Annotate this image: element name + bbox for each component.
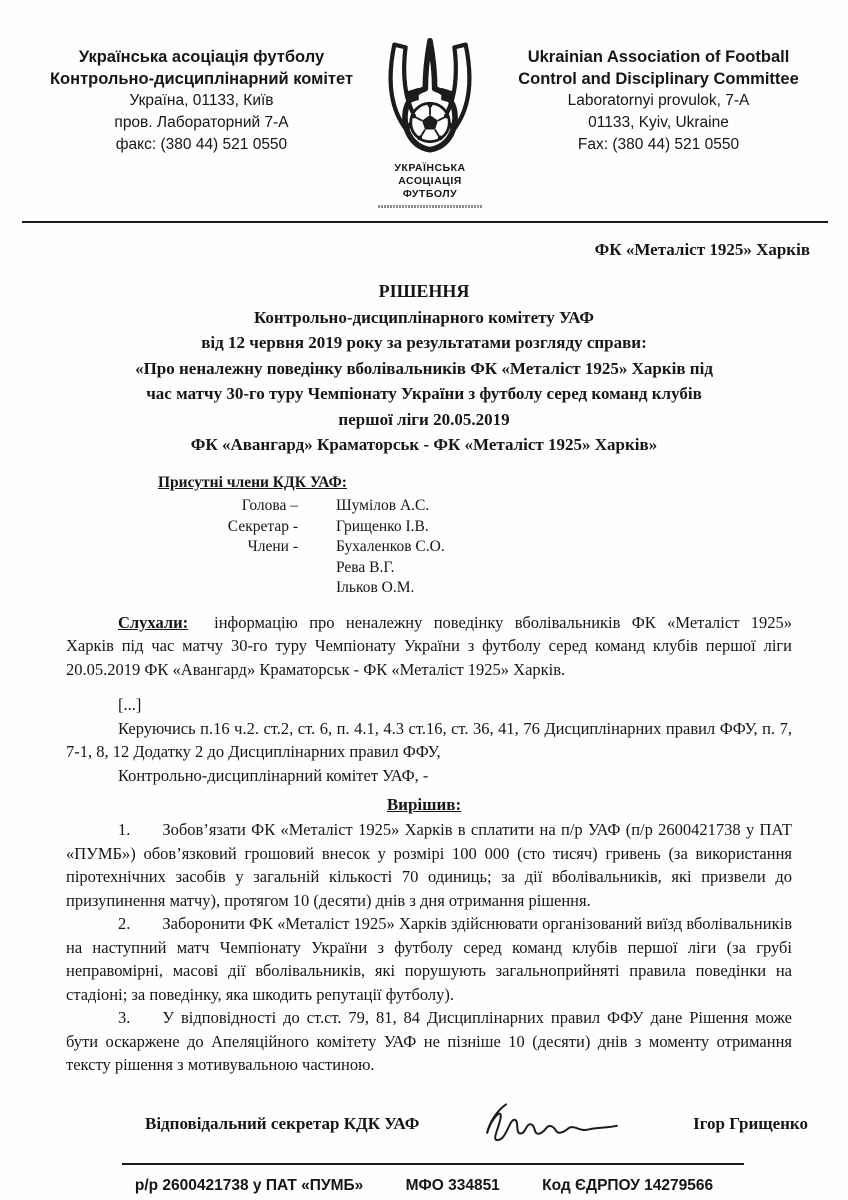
decision-title <box>64 279 784 458</box>
decision-item-2 <box>66 912 792 1006</box>
item-number: 3. <box>118 1008 131 1027</box>
title-word-decision: РІШЕННЯ <box>378 281 470 301</box>
member-role <box>158 558 298 579</box>
decision-item-3 <box>66 1006 792 1077</box>
letterhead-right <box>497 38 820 156</box>
member-name: Рева В.Г. <box>336 558 395 576</box>
title-line: «Про неналежну поведінку вболівальників ФК «Металіст 1925» Харків під <box>135 358 713 378</box>
member-role: Секретар - <box>227 517 298 535</box>
committee-name-en: Control and Disciplinary Committee <box>518 70 799 88</box>
logo-microtext-line <box>378 205 482 208</box>
footer-divider <box>122 1163 744 1165</box>
signature-scribble-icon <box>476 1099 636 1149</box>
signatory-name: Ігор Грищенко <box>693 1113 808 1133</box>
member-name: Шумілов А.С. <box>336 497 430 514</box>
member-role: Голова – <box>241 497 298 514</box>
header-divider <box>22 221 828 223</box>
letterhead-left <box>40 38 363 156</box>
paragraph-guided: Керуючись п.16 ч.2. ст.2, ст. 6, п. 4.1, 4.3 ст.16, ст. 36, 41, 76 Дисциплінарних правил ФФУ, п. 7, 7-1, 8, 12 Додатку 2 до Дисциплінарних правил ФФУ, <box>66 718 792 761</box>
member-row <box>158 537 848 558</box>
uaf-logo <box>363 38 497 208</box>
present-members <box>158 473 848 599</box>
fax-uk: факс: (380 44) 521 0550 <box>115 136 288 153</box>
committee-name-uk: Контрольно-дисциплінарний комітет <box>49 70 354 88</box>
member-row <box>158 558 848 579</box>
address-street-uk: пров. Лабораторний 7-А <box>114 114 289 131</box>
logo-caption <box>394 162 465 201</box>
signature-row <box>145 1099 808 1149</box>
member-row <box>158 496 848 517</box>
footer-requisites <box>0 1177 848 1195</box>
member-row <box>158 517 848 538</box>
item-number: 2. <box>118 914 131 933</box>
footer-mfo: МФО 334851 <box>405 1176 500 1194</box>
member-row <box>158 578 848 599</box>
letterhead <box>40 38 820 208</box>
logo-caption-line: ФУТБОЛУ <box>402 188 458 200</box>
member-name: Бухаленков С.О. <box>336 538 445 555</box>
fax-en: Fax: (380 44) 521 0550 <box>577 136 740 153</box>
org-name-en: Ukrainian Association of Football <box>527 48 790 66</box>
member-name: Грищенко І.В. <box>336 517 429 535</box>
title-line: від 12 червня 2019 року за результатами розгляду справи: <box>201 333 647 352</box>
address-country-uk: Україна, 01133, Київ <box>129 92 274 109</box>
uaf-trident-ball-icon <box>369 38 491 160</box>
member-name: Ільков О.М. <box>336 579 415 596</box>
heard-label: Слухали: <box>118 612 189 632</box>
org-name-uk: Українська асоціація футболу <box>78 48 325 66</box>
heard-text: інформацію про неналежну поведінку вболівальників ФК «Металіст 1925» Харків під час матчу 30-го туру Чемпіонату України з футболу серед команд клубів першої ліги 20.05.2019 ФК «Авангард» Краматорськ - ФК «Металіст 1925» Харків. <box>66 612 792 679</box>
item-number: 1. <box>118 820 131 839</box>
title-line: ФК «Авангард» Краматорськ - ФК «Металіст 1925» Харків» <box>190 435 658 454</box>
addressee-club: ФК «Металіст 1925» Харків <box>594 240 810 259</box>
signatory-title: Відповідальний секретар КДК УАФ <box>145 1113 420 1133</box>
address-city-en: 01133, Kyiv, Ukraine <box>588 114 729 131</box>
paragraph-committee: Контрольно-дисциплінарний комітет УАФ, - <box>118 765 429 785</box>
address-street-en: Laboratornyi provulok, 7-A <box>567 92 750 109</box>
footer-account: р/р 2600421738 у ПАТ «ПУМБ» <box>134 1176 364 1194</box>
paragraph-ellipsis: [...] <box>118 695 142 714</box>
item-text: У відповідності до ст.ст. 79, 81, 84 Дисциплінарних правил ФФУ дане Рішення може бути оскаржене до Апеляційного комітету УАФ не пізніше 10 (десяти) днів з моменту отримання тексту рішення з мотивувальною частиною. <box>66 1008 792 1074</box>
title-line: Контрольно-дисциплінарного комітету УАФ <box>253 307 595 327</box>
members-heading: Присутні члени КДК УАФ: <box>158 473 347 491</box>
title-line: першої ліги 20.05.2019 <box>338 409 510 429</box>
decision-item-1 <box>66 818 792 912</box>
logo-caption-line: АСОЦІАЦІЯ <box>398 175 462 187</box>
item-text: Зобов’язати ФК «Металіст 1925» Харків в сплатити на п/р УАФ (п/р 2600421738 у ПАТ «ПУМБ») обов’язковий грошовий внесок у розмірі 100 000 (сто тисяч) гривень (за використання піротехнічних засобів у загальній кількості 70 одиниць; за дії вболівальників, які призвели до призупинення матчу), протягом 10 (десяти) днів з дня отримання рішення. <box>66 820 792 910</box>
member-role: Члени - <box>247 538 298 555</box>
logo-caption-line: УКРАЇНСЬКА <box>394 162 466 174</box>
paragraph-heard <box>66 611 792 682</box>
resolved-heading: Вирішив: <box>386 795 462 814</box>
title-line: час матчу 30-го туру Чемпіонату України з футболу серед команд клубів <box>146 384 702 403</box>
member-role <box>158 578 298 599</box>
item-text: Заборонити ФК «Металіст 1925» Харків здійснювати організований виїзд вболівальників на наступний матч Чемпіонату України з футболу серед команд клубів першої ліги (за грубі неправомірні, масові дії вболівальників, які порушують загальноприйняті правила поведінки на стадіоні; за поведінку, яка шкодить репутації футболу). <box>66 914 792 1004</box>
footer-edrpou: Код ЄДРПОУ 14279566 <box>542 1176 714 1194</box>
